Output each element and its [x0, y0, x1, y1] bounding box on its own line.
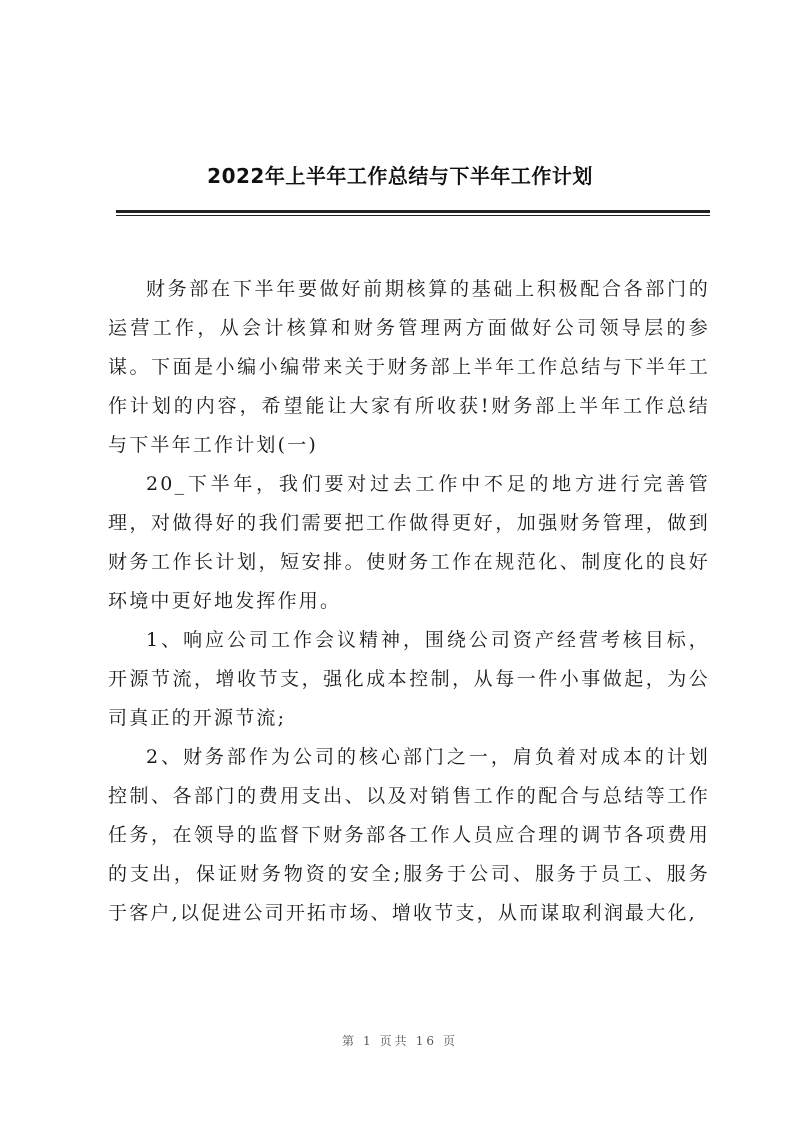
document-title: 2022年上半年工作总结与下半年工作计划	[207, 164, 593, 188]
page-footer	[0, 1032, 800, 1049]
footer-total-pages: 16	[415, 1034, 437, 1048]
footer-page-number: 1	[363, 1034, 374, 1048]
footer-prefix: 第	[342, 1034, 358, 1048]
paragraph-plan: 20_下半年，我们要对过去工作中不足的地方进行完善管理，对做得好的我们需要把工作做得更好，加强财务管理，做到财务工作长计划，短安排。使财务工作在规范化、制度化的良好环境中更好地发挥作用。	[108, 473, 710, 612]
paragraph-item-2: 2、财务部作为公司的核心部门之一，肩负着对成本的计划控制、各部门的费用支出、以及对销售工作的配合与总结等工作任务，在领导的监督下财务部各工作人员应合理的调节各项费用的支出，保证财务物资的安全;服务于公司、服务于员工、服务于客户,以促进公司开拓市场、增收节支，从而谋取利润最大化,	[108, 746, 710, 924]
paragraph-item-1: 1、响应公司工作会议精神，围绕公司资产经营考核目标，开源节流，增收节支，强化成本控制，从每一件小事做起，为公司真正的开源节流;	[108, 629, 710, 729]
document-body	[108, 270, 710, 933]
title-divider-thin	[116, 215, 710, 216]
title-divider-thick	[116, 210, 710, 213]
footer-mid: 页共	[379, 1034, 410, 1048]
paragraph-intro: 财务部在下半年要做好前期核算的基础上积极配合各部门的运营工作，从会计核算和财务管理两方面做好公司领导层的参谋。下面是小编小编带来关于财务部上半年工作总结与下半年工作计划的内容，希望能让大家有所收获!财务部上半年工作总结与下半年工作计划(一)	[108, 278, 710, 456]
footer-suffix: 页	[442, 1034, 458, 1048]
